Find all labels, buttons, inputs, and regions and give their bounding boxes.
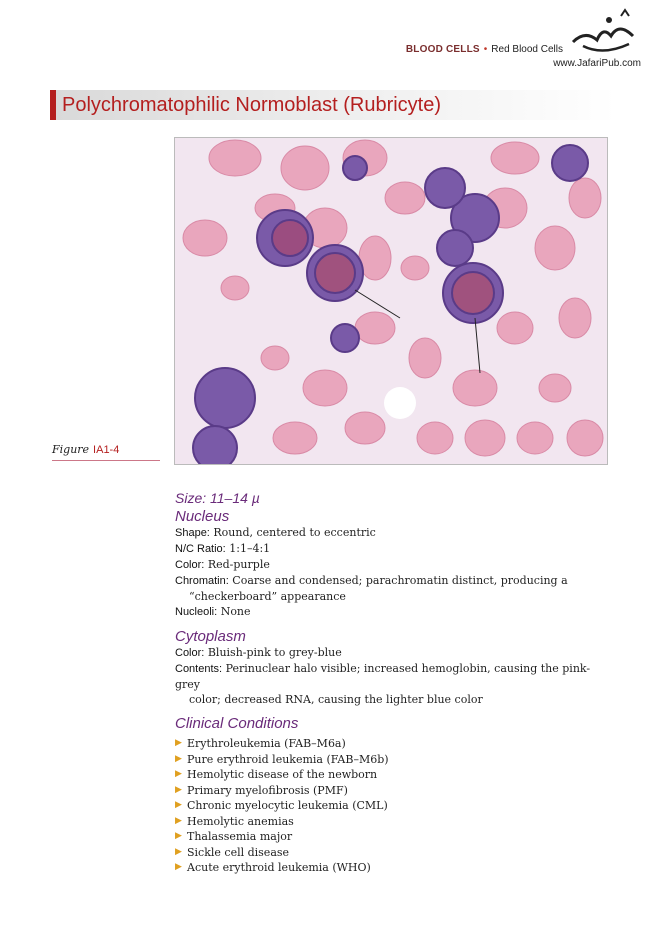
nucleus-color: Color: Red-purple [175, 558, 270, 571]
bullet-arrow-icon: ▶ [175, 846, 182, 857]
figure-label: Figure [52, 443, 90, 456]
bullet-arrow-icon: ▶ [175, 800, 182, 810]
bullet-arrow-icon: ▶ [175, 784, 182, 795]
blood-smear-illustration [175, 138, 607, 464]
header-bullet-icon: • [483, 44, 488, 55]
micrograph-image [174, 137, 608, 465]
bullet-arrow-icon: ▶ [175, 831, 182, 841]
page-title-bar [50, 90, 616, 120]
list-item: ▶ Hemolytic anemias [175, 814, 294, 828]
list-item: ▶ Acute erythroid leukemia (WHO) [175, 861, 371, 874]
list-item: ▶ Sickle cell disease [175, 845, 290, 859]
cytoplasm-contents-cont: color; decreased RNA, causing the lighter blue color [189, 693, 483, 706]
list-item: ▶ Primary myelofibrosis (PMF) [175, 783, 348, 797]
list-item: ▶ Erythroleukemia (FAB–M6a) [175, 737, 346, 750]
publisher-logo-icon [563, 6, 643, 62]
figure-caption [52, 443, 160, 461]
figure-number: IA1-4 [93, 444, 120, 456]
bullet-arrow-icon: ▶ [175, 769, 182, 779]
cytoplasm-color: Color: Bluish-pink to grey-blue [175, 646, 342, 659]
bullet-arrow-icon: ▶ [175, 738, 182, 748]
list-item: ▶ Thalassemia major [175, 830, 293, 843]
cytoplasm-heading: Cytoplasm [175, 628, 246, 645]
nucleus-nucleoli: Nucleoli: None [175, 605, 251, 618]
watermark-url: www.JafariPub.com [553, 58, 641, 69]
nucleus-shape: Shape: Round, centered to eccentric [175, 526, 376, 539]
list-item: ▶ Chronic myelocytic leukemia (CML) [175, 799, 388, 812]
cell-description [175, 490, 605, 876]
list-item: ▶ Hemolytic disease of the newborn [175, 768, 378, 781]
running-header [406, 44, 563, 55]
bullet-arrow-icon: ▶ [175, 753, 182, 764]
cytoplasm-contents: Contents: Perinuclear halo visible; increased hemoglobin, causing the pink-grey [175, 662, 591, 691]
nucleus-chromatin: Chromatin: Coarse and condensed; parachromatin distinct, producing a [175, 574, 568, 587]
header-subsection: Red Blood Cells [491, 44, 563, 55]
header-section: BLOOD CELLS [405, 44, 480, 55]
list-item: ▶ Pure erythroid leukemia (FAB–M6b) [175, 752, 389, 766]
nucleus-chromatin-cont: “checkerboard” appearance [189, 590, 346, 603]
clinical-heading: Clinical Conditions [175, 715, 299, 732]
cell-size: Size: 11–14 µ [175, 490, 260, 506]
bullet-arrow-icon: ▶ [175, 862, 182, 872]
bullet-arrow-icon: ▶ [175, 815, 182, 826]
clinical-conditions-list [175, 736, 605, 876]
page-title: Polychromatophilic Normoblast (Rubricyte) [62, 94, 442, 116]
nucleus-heading: Nucleus [175, 508, 230, 525]
nucleus-nc-ratio: N/C Ratio: 1:1–4:1 [175, 542, 271, 555]
